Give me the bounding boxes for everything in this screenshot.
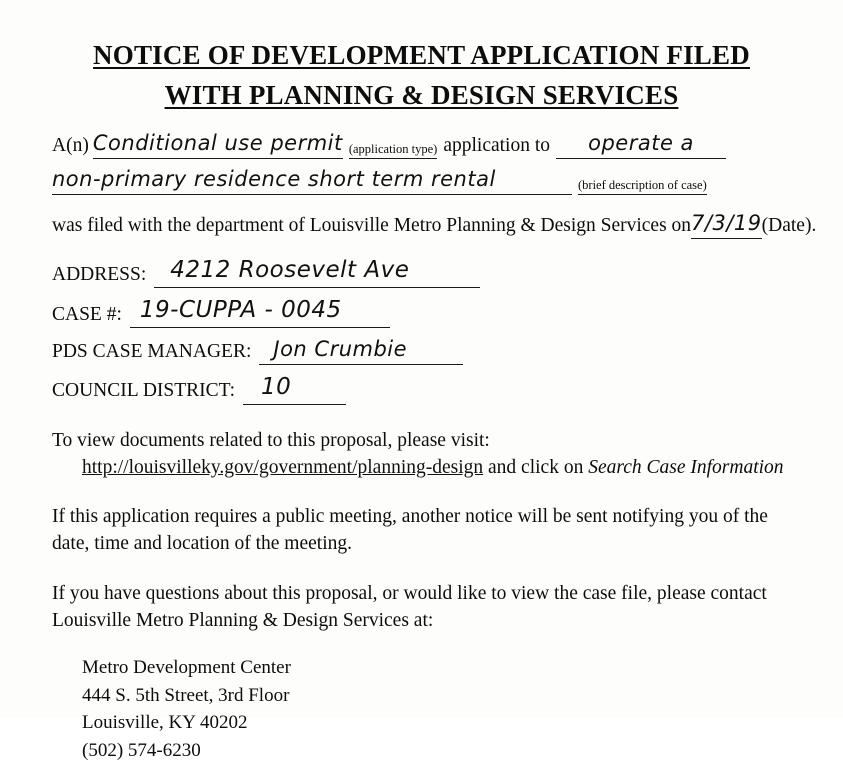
view-documents-link-line (52, 454, 795, 481)
case-fields (52, 255, 795, 405)
title-line-1: NOTICE OF DEVELOPMENT APPLICATION FILED (93, 40, 750, 70)
council-district-value: 10 (243, 372, 346, 405)
view-documents-line: To view documents related to this proposal, please visit: (52, 429, 490, 451)
case-description-caption: (brief description of case) (578, 177, 707, 195)
document-title (0, 0, 843, 115)
application-type-value: Conditional use permit (93, 129, 343, 159)
address-label: ADDRESS: (52, 263, 147, 285)
search-case-information-text: Search Case Information (588, 456, 784, 478)
filed-date-value: 7/3/19 (691, 209, 762, 239)
document-body (0, 129, 843, 765)
intro-line-1 (52, 129, 795, 159)
title-line-2: WITH PLANNING & DESIGN SERVICES (164, 80, 679, 111)
view-documents-paragraph (52, 427, 795, 482)
case-number-value: 19-CUPPA - 0045 (130, 295, 390, 328)
case-manager-value: Jon Crumbie (259, 335, 463, 365)
planning-design-link[interactable]: http://louisvilleky.gov/government/planning-design (82, 456, 484, 478)
intro-middle-text: application to (443, 134, 551, 156)
field-row-address (52, 255, 795, 288)
case-description-value: non-primary residence short term rental (52, 165, 572, 195)
public-meeting-paragraph: If this application requires a public meeting, another notice will be sent notifying you of the date, time and location of the meeting. (52, 506, 768, 555)
contact-name: Metro Development Center (82, 657, 291, 679)
contact-city-state-zip: Louisville, KY 40202 (82, 712, 248, 734)
intro-line-2 (52, 165, 795, 195)
field-row-case-number (52, 295, 795, 328)
filed-text: was filed with the department of Louisville Metro Planning & Design Services on (52, 214, 692, 236)
contact-address-block (52, 654, 795, 764)
contact-street: 444 S. 5th Street, 3rd Floor (82, 684, 290, 706)
questions-paragraph: If you have questions about this proposal, or would like to view the case file, please contact Louisville Metro Planning & Design Services at: (52, 582, 767, 632)
filed-date-caption: (Date). (761, 214, 817, 236)
case-number-label: CASE #: (52, 303, 122, 325)
field-row-council-district (52, 372, 795, 405)
address-value: 4212 Roosevelt Ave (154, 255, 480, 288)
case-manager-label: PDS CASE MANAGER: (52, 340, 252, 362)
field-row-case-manager (52, 335, 795, 365)
action-value: operate a (556, 129, 726, 159)
council-district-label: COUNCIL DISTRICT: (52, 380, 236, 402)
intro-prefix: A(n) (52, 134, 89, 156)
view-documents-suffix: and click on (483, 456, 589, 478)
application-type-caption: (application type) (349, 141, 438, 159)
filed-line (52, 209, 817, 239)
contact-phone: (502) 574-6230 (82, 740, 201, 762)
